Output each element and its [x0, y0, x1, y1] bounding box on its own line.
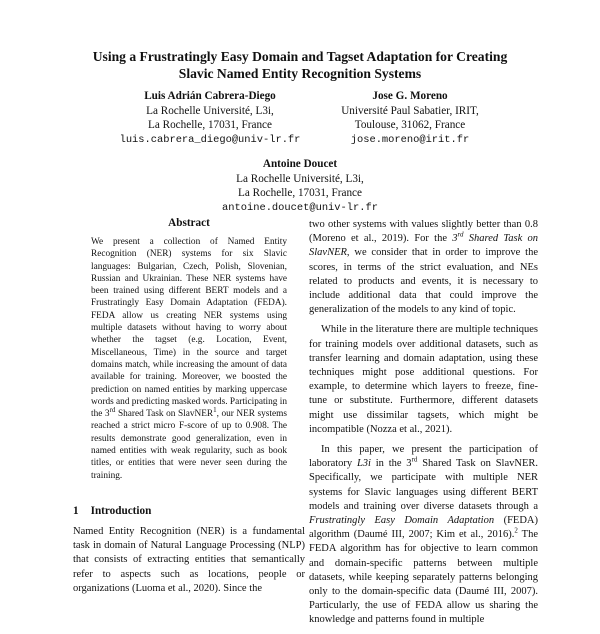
author-name: Luis Adrián Cabrera-Diego [144, 90, 276, 102]
paragraph [309, 218, 538, 317]
abstract-part: We present a collection of Named Entity Recognition (NER) systems for six Slavic languages: Bulgarian, Czech, Polish, Slovenian, Russian and Ukrainian. These NER systems have been trained using different BERT models and a Frustratingly Easy Domain Adaptation (FEDA). FEDA allow us creating NER systems using multiple datasets without having to worry about whether the tagset (e.g. Location, Event, Miscellaneous, Time) in the source and target domains match, while increasing the amount of data available for training. Moreover, we boosted the prediction on named entities by marking uppercase words and predicting masked words. Participating in the 3 [91, 237, 287, 420]
paragraph [309, 443, 538, 628]
author-affiliation: Université Paul Sabatier, IRIT, [341, 104, 479, 117]
section-number: 1 [73, 505, 79, 517]
text-run: two other systems with values slightly better than 0.8 (Moreno et al., 2019). For the [309, 219, 538, 245]
title-line-1: Using a Frustratingly Easy Domain and Tagset Adaptation for Creating [92, 49, 508, 64]
author-block-1 [90, 89, 330, 147]
author-affiliation: La Rochelle Université, L3i, [146, 104, 274, 117]
text-run: The FEDA algorithm has for objective to learn common and domain-specific patterns between multiple datasets, while keeping separately patterns belonging only to the domain-specific data (Daumé III, 2007). Particularly, the use of FEDA allow us sharing the knowledge and patterns found in multiple [309, 529, 538, 626]
superscript: rd [109, 406, 116, 415]
emphasis: L3i [356, 458, 371, 470]
emphasis: Frustratingly Easy Domain Adaptation [309, 515, 495, 527]
text-run: , we consider that in order to improve the scores, in terms of the strict evaluation, and NEs related to products and events, it is necessary to include additional data that could improve the generalization of the models to any kind of topic. [309, 247, 538, 316]
author-address: Toulouse, 31062, France [354, 119, 466, 132]
section-title: Introduction [90, 505, 152, 517]
section-heading-introduction [73, 505, 293, 517]
abstract-part: Shared Task on SlavNER [115, 409, 214, 420]
author-affiliation: La Rochelle Université, L3i, [236, 172, 364, 185]
text-run: in the 3 [370, 458, 412, 470]
superscript: rd [411, 455, 418, 464]
author-email[interactable]: antoine.doucet@univ-lr.fr [222, 201, 378, 214]
author-address: La Rochelle, 17031, France [238, 187, 362, 200]
intro-paragraph: Named Entity Recognition (NER) is a fundamental task in domain of Natural Language Processing (NLP) that consists of extracting entities that semantically refer to aspects such as locations, people or organizations (Luoma et al., 2020). Since the [73, 526, 305, 594]
right-column [309, 218, 538, 634]
paragraph: While in the literature there are multiple techniques for training models over additional datasets, such as transfer learning and domain adaptation, using these techniques might pose additional questions. For example, to determine which layers to freeze, fine-tune or substitute. Furthermore, different datasets might use dissimilar tagsets, which might be incompatible (Nozza et al., 2021). [309, 324, 538, 435]
abstract-part: , our NER systems reached a strict micro F-score of up to 0.908. The results demonstrate good generalization, even in named entities with weak regularity, such as book titles, or entities that were never seen during the training. [91, 409, 287, 481]
author-email[interactable]: luis.cabrera_diego@univ-lr.fr [119, 133, 301, 146]
text-run: In this paper, we present the participation of laboratory [309, 444, 538, 470]
text-run: Shared Task on SlavNER. Specifically, we participate with multiple NER systems for Slavic languages using different BERT models and training over diverse datasets through a [309, 458, 538, 512]
abstract-heading: Abstract [168, 217, 210, 229]
footnote-marker[interactable]: 2 [514, 526, 518, 535]
abstract-text [91, 236, 287, 482]
author-block-2 [310, 89, 510, 147]
author-block-3 [190, 157, 410, 215]
superscript: rd [457, 230, 464, 239]
text-run: (FEDA) algorithm (Daumé III, 2007; Kim et al., 2016). [309, 515, 538, 541]
paper-title [60, 48, 540, 82]
title-line-2: Slavic Named Entity Recognition Systems [178, 66, 422, 81]
author-email[interactable]: jose.moreno@irit.fr [350, 133, 470, 146]
author-name: Jose G. Moreno [372, 90, 448, 102]
author-address: La Rochelle, 17031, France [148, 119, 272, 132]
footnote-marker[interactable]: 1 [213, 406, 217, 415]
text-run: Shared Task on SlavNER [309, 233, 539, 259]
author-name: Antoine Doucet [262, 158, 338, 170]
text-run: 3 [452, 233, 458, 245]
